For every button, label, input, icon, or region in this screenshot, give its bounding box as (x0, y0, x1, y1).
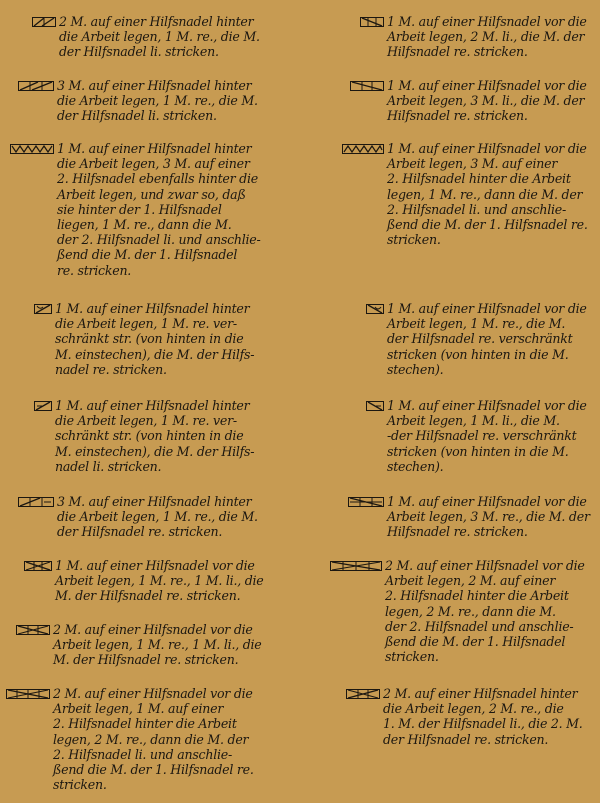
legend-entry (6, 686, 254, 792)
legend-entry (18, 494, 258, 540)
cable-2-behind-icon (32, 17, 56, 27)
cable-2-front-icon (16, 625, 50, 635)
entry-text: 1 M. auf einer Hilfsnadel hinter die Arbeit legen, 3 M. auf einer 2. Hilfsnadel ebenfalls hinter die Arbeit legen, und zwar so, daß sie hinter der 1. Hilfsnadel liegen, 1 M. re., dann die M. der 2. Hilfsnadel li. und anschlie- ßend die M. der 1. Hilfsnadel re. stricken. (57, 141, 261, 278)
legend-entry (10, 141, 261, 278)
entry-text: 2 M. auf einer Hilfsnadel hinter die Arbeit legen, 2 M. re., die 1. M. der Hilfsnadel li., die 2. M. der Hilfsnadel re. stricken. (383, 686, 583, 747)
legend-entry (360, 14, 587, 60)
entry-text: 1 M. auf einer Hilfsnadel vor die Arbeit legen, 2 M. li., die M. der Hilfsnadel re. stricken. (387, 14, 587, 60)
cable-1-front-3-icon (348, 497, 384, 507)
legend-entry (18, 78, 258, 124)
cable-wide-2-front-icon (330, 561, 382, 571)
entry-text: 1 M. auf einer Hilfsnadel hinter die Arbeit legen, 1 M. re. ver- schränkt str. (von hinten in die M. einstechen), die M. der Hilfs- nadel li. stricken. (55, 398, 255, 474)
legend-entry (34, 301, 254, 377)
entry-text: 2 M. auf einer Hilfsnadel vor die Arbeit legen, 1 M. re., 1 M. li., die M. der Hilfsnadel re. stricken. (53, 622, 262, 668)
entry-text: 1 M. auf einer Hilfsnadel vor die Arbeit legen, 3 M. auf einer 2. Hilfsnadel hinter die Arbeit legen, 1 M. re., dann die M. der 2. Hilfsnadel li. und anschlie- ßend die M. der 1. Hilfsnadel re. stricken. (387, 141, 588, 248)
cross-twisted-behind-icon (34, 304, 52, 314)
cross-twisted-purl-front-icon (366, 401, 384, 411)
entry-text: 1 M. auf einer Hilfsnadel hinter die Arbeit legen, 1 M. re. ver- schränkt str. (von hinten in die M. einstechen), die M. der Hilfs- nadel re. stricken. (55, 301, 255, 377)
legend-entry (16, 622, 262, 668)
entry-text: 3 M. auf einer Hilfsnadel hinter die Arbeit legen, 1 M. re., die M. der Hilfsnadel li. stricken. (57, 78, 258, 124)
entry-text: 2 M. auf einer Hilfsnadel hinter die Arbeit legen, 1 M. re., die M. der Hilfsnadel li. stricken. (59, 14, 260, 60)
entry-text: 1 M. auf einer Hilfsnadel vor die Arbeit legen, 3 M. li., die M. der Hilfsnadel re. stricken. (387, 78, 587, 124)
entry-text: 3 M. auf einer Hilfsnadel hinter die Arbeit legen, 1 M. re., die M. der Hilfsnadel re. stricken. (57, 494, 258, 540)
legend-entry (34, 398, 254, 474)
legend-entry (24, 558, 264, 604)
entry-text: 1 M. auf einer Hilfsnadel vor die Arbeit legen, 3 M. re., die M. der Hilfsnadel re. stricken. (387, 494, 590, 540)
cable-3-behind-right-icon (18, 497, 54, 507)
entry-text: 2 M. auf einer Hilfsnadel vor die Arbeit legen, 2 M. auf einer 2. Hilfsnadel hinter die Arbeit legen, 2 M. re., dann die M. der 2. Hilfsnadel und anschlie- ßend die M. der 1. Hilfsnadel stricken. (385, 558, 585, 665)
entry-text: 2 M. auf einer Hilfsnadel vor die Arbeit legen, 1 M. auf einer 2. Hilfsnadel hinter die Arbeit legen, 2 M. re., dann die M. der 2. Hilfsnadel li. und anschlie- ßend die M. der 1. Hilfsnadel re. stricken. (53, 686, 254, 793)
legend-entry (366, 398, 587, 474)
cable-3-front-icon (350, 81, 384, 91)
legend-entry (350, 78, 587, 124)
legend-entry (32, 14, 260, 60)
cable-1-front-icon (24, 561, 52, 571)
legend-entry (346, 686, 583, 747)
legend-entry (330, 558, 585, 664)
cable-zigzag-front-icon (342, 144, 384, 154)
entry-text: 1 M. auf einer Hilfsnadel vor die Arbeit legen, 1 M. re., die M. der Hilfsnadel re. verschränkt stricken (von hinten in die M. stechen). (387, 301, 587, 377)
legend-entry (366, 301, 587, 377)
entry-text: 1 M. auf einer Hilfsnadel vor die Arbeit legen, 1 M. li., die M. -der Hilfsnadel re. verschränkt stricken (von hinten in die M. stechen). (387, 398, 587, 474)
cable-2-2-behind-icon (346, 689, 380, 699)
entry-text: 1 M. auf einer Hilfsnadel vor die Arbeit legen, 1 M. re., 1 M. li., die M. der Hilfsnadel re. stricken. (55, 558, 264, 604)
cable-1-front-left-icon (360, 17, 384, 27)
cable-zigzag-behind-icon (10, 144, 54, 154)
cross-twisted-front-icon (366, 304, 384, 314)
legend-entry (342, 141, 588, 247)
legend-entry (348, 494, 590, 540)
cross-twisted-purl-behind-icon (34, 401, 52, 411)
cable-3-behind-icon (18, 81, 54, 91)
cable-wide-front-icon (6, 689, 50, 699)
